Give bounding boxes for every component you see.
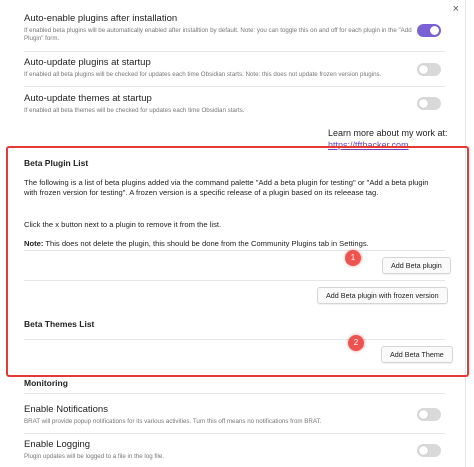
auto-update-themes-toggle[interactable] <box>417 97 441 110</box>
enable-logging-toggle[interactable] <box>417 444 441 457</box>
promo-link[interactable]: https://tfthacker.com <box>328 140 409 150</box>
setting-description: If enabled all beta themes will be checked for updates each time Obsidian starts. <box>24 107 245 114</box>
beta-themes-list-heading: Beta Themes List <box>24 319 95 329</box>
toggle-knob <box>419 99 428 108</box>
close-icon[interactable]: × <box>452 3 459 15</box>
setting-description: If enabled beta plugins will be automatically enabled after installtion by default. Note: you can toggle this on and off for each plugin in the "Add Plugin" form. <box>24 27 412 42</box>
add-beta-theme-button[interactable]: Add Beta Theme <box>381 346 453 363</box>
divider <box>24 433 445 434</box>
step-badge-2: 2 <box>348 335 364 351</box>
add-frozen-beta-plugin-button[interactable]: Add Beta plugin with frozen version <box>317 287 448 304</box>
note-text: This does not delete the plugin, this should be done from the Community Plugins tab in Settings. <box>43 239 369 248</box>
toggle-knob <box>419 410 428 419</box>
beta-plugin-description: The following is a list of beta plugins added via the command palette "Add a beta plugin for testing" or "Add a beta plugin with frozen version for testing". A frozen version is a specific release of a plugin based on its releease tag. <box>24 178 429 197</box>
highlight-box <box>6 146 469 377</box>
setting-enable-logging <box>24 439 445 461</box>
setting-enable-notifications <box>24 404 445 426</box>
setting-description: If enabled all beta plugins will be checked for updates each time Obsidian starts. Note: this does not update frozen version plugins. <box>24 71 382 78</box>
setting-auto-enable <box>24 13 445 43</box>
toggle-knob <box>430 26 439 35</box>
toggle-knob <box>419 65 428 74</box>
setting-auto-update-themes <box>24 93 445 115</box>
setting-title: Auto-enable plugins after installation <box>24 13 178 24</box>
auto-enable-toggle[interactable] <box>417 24 441 37</box>
add-beta-plugin-button[interactable]: Add Beta plugin <box>382 257 451 274</box>
divider <box>24 86 445 87</box>
remove-instructions: Click the x button next to a plugin to remove it from the list. <box>24 220 222 229</box>
setting-description: BRAT will provide popup notifications for its various activities. Turn this off means no notifications from BRAT. <box>24 418 322 425</box>
setting-title: Enable Notifications <box>24 404 108 415</box>
setting-title: Enable Logging <box>24 439 91 450</box>
setting-title: Auto-update themes at startup <box>24 93 152 104</box>
step-badge-1: 1 <box>345 250 361 266</box>
note-label: Note: <box>24 239 44 248</box>
setting-description: Plugin updates will be logged to a file in the log file. <box>24 453 164 460</box>
setting-title: Auto-update plugins at startup <box>24 57 151 68</box>
enable-notifications-toggle[interactable] <box>417 408 441 421</box>
toggle-knob <box>419 446 428 455</box>
auto-update-plugins-toggle[interactable] <box>417 63 441 76</box>
divider <box>24 393 445 394</box>
promo-text: Learn more about my work at: <box>328 128 448 138</box>
beta-plugin-list-heading: Beta Plugin List <box>24 158 89 168</box>
divider <box>24 51 445 52</box>
monitoring-heading: Monitoring <box>24 378 68 388</box>
setting-auto-update-plugins <box>24 57 445 79</box>
